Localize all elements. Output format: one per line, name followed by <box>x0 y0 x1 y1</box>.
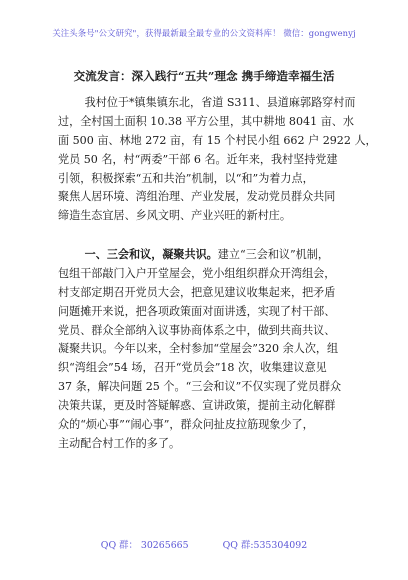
text-line: 过，全村国土面积 10.38 平方公里，其中耕地 8041 亩、水 <box>58 114 354 128</box>
text-line <box>58 246 358 265</box>
text-line: 聚焦人居环境、湾组治理、产业发展，发动党员群众共同 <box>58 190 336 204</box>
text-line: 主动配合村工作的多了。 <box>58 436 181 450</box>
header-banner: 关注头条号"公文研究"，获得最新最全最专业的公文资料库！ 微信：gongwenyj <box>52 28 356 38</box>
footer-contacts <box>0 537 408 551</box>
text-line: 包组干部敲门入户开堂屋会，党小组组织群众开湾组会， <box>58 266 336 280</box>
text-line: 缔造生态宜居、乡风文明、产业兴旺的新村庄。 <box>58 209 291 223</box>
qq-group-1: QQ 群： 30265665 <box>100 540 189 551</box>
text-line: 面 500 亩、林地 272 亩，有 15 个村民小组 662 户 2922 人， <box>58 133 377 147</box>
text-line: 村支部定期召开党员大会，把意见建议收集起来，把矛盾 <box>58 285 336 299</box>
text-line: 党员 50 名，村“两委”干部 6 名。近年来，我村坚持党建 <box>58 152 338 166</box>
document-title: 交流发言：深入践行“五共”理念 携手缔造幸福生活 <box>73 69 335 83</box>
text-line: 党员、群众全部纳入议事协商体系之中，做到共商共议、 <box>58 323 336 337</box>
paragraph-intro <box>58 94 377 226</box>
text-line: 我村位于*镇集镇东北，省道 S311、县道麻郭路穿村而 <box>84 96 356 109</box>
text-line: 织“湾组会”54 场，召开“党员会”18 次，收集建议意见 <box>58 361 327 375</box>
paragraph-section-one <box>58 246 358 454</box>
text-line: 众的“烦心事”“闹心事”，群众问扯皮拉筋现象少了， <box>58 418 314 432</box>
text-line: 凝聚共识。今年以来，全村参加“堂屋会”320 余人次，组 <box>58 342 339 356</box>
text-line: 问题摊开来说，把各项政策面对面讲透，实现了村干部、 <box>58 304 336 318</box>
qq-group-2: QQ 群:535304092 <box>222 540 308 551</box>
text-line: 引领，积极探索“五和共治”机制，以“和”为着力点， <box>58 171 314 185</box>
section-heading: 一、三会和议，凝聚共识。 <box>84 248 218 261</box>
text-run: 建立“三会和议”机制， <box>217 248 329 261</box>
text-line: 37 条，解决问题 25 个。“三会和议”不仅实现了党员群众 <box>58 380 342 394</box>
text-line: 决策共谋，更及时答疑解惑、宣讲政策，提前主动化解群 <box>58 399 336 413</box>
